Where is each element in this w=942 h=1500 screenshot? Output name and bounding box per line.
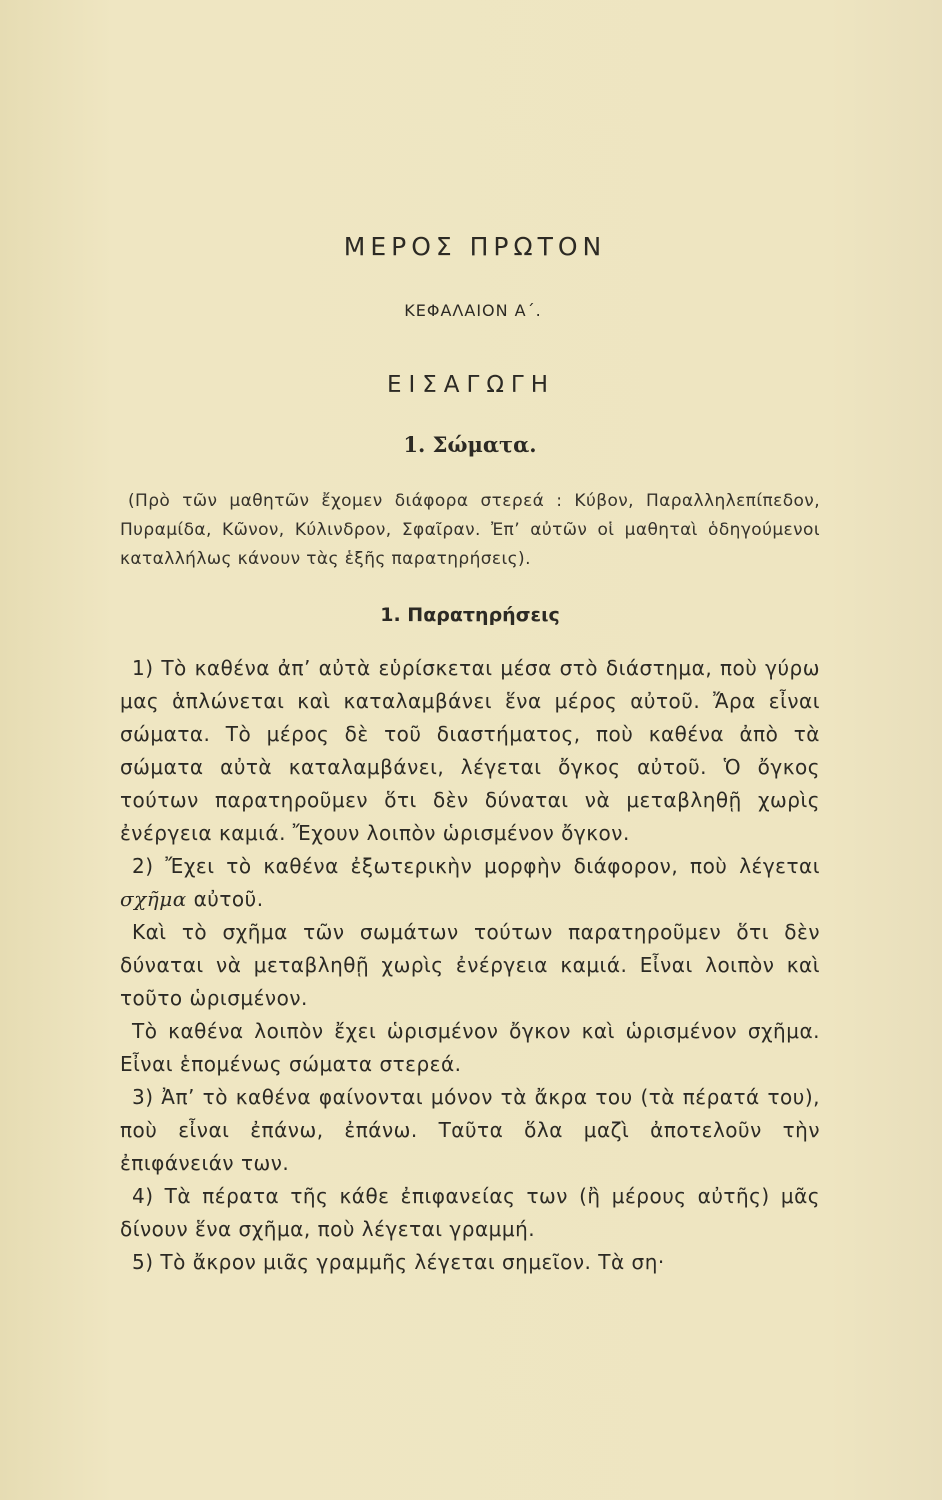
paragraph-3: Καὶ τὸ σχῆμα τῶν σωμάτων τούτων παρατηροῦμεν ὅτι δὲν δύναται νὰ μεταβληθῇ χωρὶς ἐνέργεια καμιά. Εἶναι λοιπὸν καὶ τοῦτο ὡρισμένον. (120, 920, 820, 1010)
part-title: ΜΕΡΟΣ ΠΡΩΤΟΝ (343, 232, 607, 261)
paragraph-4: Τὸ καθένα λοιπὸν ἔχει ὡρισμένον ὄγκον καὶ ὡρισμένον σχῆμα. Εἶναι ἑπομένως σώματα στερεά. (120, 1019, 820, 1076)
chapter-heading: ΚΕΦΑΛΑΙΟΝ Α΄. (404, 301, 542, 320)
paragraph-2-text-start: 2) Ἔχει τὸ καθένα ἐξωτερικὴν μορφὴν διάφορον, ποὺ λέγεται (132, 854, 820, 878)
paragraph-7: 5) Τὸ ἄκρον μιᾶς γραμμῆς λέγεται σημεῖον. Τὰ ση· (132, 1250, 665, 1274)
paragraph-5: 3) Ἀπ’ τὸ καθένα φαίνονται μόνον τὰ ἄκρα του (τὰ πέρατά του), ποὺ εἶναι ἐπάνω, ἐπάνω. Ταῦτα ὅλα μαζὶ ἀποτελοῦν τὴν ἐπιφάνειάν των. (120, 1085, 820, 1175)
paragraph-2-text-end: αὐτοῦ. (186, 887, 264, 911)
introduction-title: ΕΙΣΑΓΩΓΗ (386, 372, 556, 398)
paragraph-6: 4) Τὰ πέρατα τῆς κάθε ἐπιφανείας των (ἢ μέρους αὐτῆς) μᾶς δίνουν ἕνα σχῆμα, ποὺ λέγεται γραμμή. (120, 1184, 820, 1241)
page-content (120, 232, 820, 1279)
teacher-note: (Πρὸ τῶν μαθητῶν ἔχομεν διάφορα στερεά : Κύβον, Παραλληλεπίπεδον, Πυραμίδα, Κῶνον, Κύλινδρον, Σφαῖραν. Ἐπ’ αὐτῶν οἱ μαθηταὶ ὁδηγούμενοι καταλλήλως κάνουν τὰς ἑξῆς παρατηρήσεις). (120, 491, 820, 569)
paragraph-1: 1) Τὸ καθένα ἀπ’ αὐτὰ εὑρίσκεται μέσα στὸ διάστημα, ποὺ γύρω μας ἁπλώνεται καὶ καταλαμβάνει ἕνα μέρος αὐτοῦ. Ἄρα εἶναι σώματα. Τὸ μέρος δὲ τοῦ διαστήματος, ποὺ καθένα ἀπὸ τὰ σώματα αὐτὰ καταλαμβάνει, λέγεται ὄγκος αὐτοῦ. Ὁ ὄγκος τούτων παρατηροῦμεν ὅτι δὲν δύναται νὰ μεταβληθῇ χωρὶς ἐνέργεια καμιά. Ἔχουν λοιπὸν ὡρισμένον ὄγκον. (120, 656, 820, 845)
section-title: 1. Σώματα. (403, 432, 537, 457)
paragraph-2-emphasis: σχῆμα (120, 887, 187, 911)
paragraph-2 (120, 850, 820, 916)
subsection-title: 1. Παρατηρήσεις (380, 604, 560, 626)
